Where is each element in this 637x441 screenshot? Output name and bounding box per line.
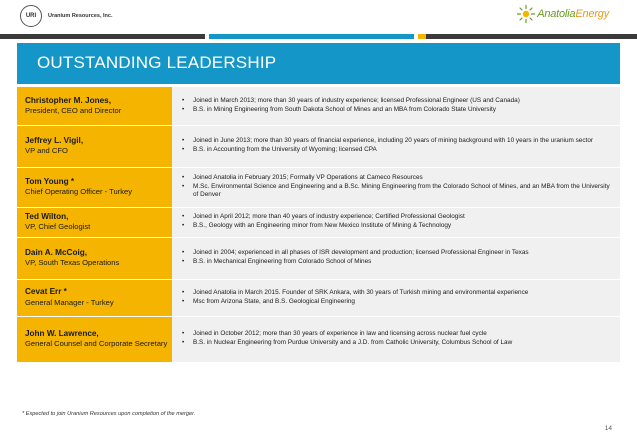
bio-text: B.S. in Mechanical Engineering from Colorado School of Mines xyxy=(193,258,372,265)
leader-row xyxy=(17,279,620,316)
bio-item xyxy=(182,249,612,258)
bio-text: Msc from Arizona State, and B.S. Geological Engineering xyxy=(193,297,355,305)
leader-bio-cell xyxy=(172,125,620,167)
leader-name-cell xyxy=(17,167,172,207)
bio-item xyxy=(182,222,612,231)
strip-gold xyxy=(418,34,426,39)
leader-bio-list xyxy=(182,249,612,266)
brand-name xyxy=(537,8,609,20)
bullet-icon: • xyxy=(182,330,185,338)
bio-text: M.Sc. Environmental Science and Engineering and a B.Sc. Mining Engineering from the Colorado School of Mines, and an MBA from the University of Denver xyxy=(193,182,610,199)
bullet-icon: • xyxy=(182,258,185,265)
page-number: 14 xyxy=(604,425,612,432)
bio-text: B.S. in Accounting from the University of Wyoming; licensed CPA xyxy=(193,146,377,153)
leader-title: Chief Operating Officer - Turkey xyxy=(25,187,133,197)
bullet-icon: • xyxy=(182,105,185,113)
bullet-icon: • xyxy=(182,297,185,305)
leader-name: Jeffrey L. Vigil, xyxy=(25,135,84,145)
bio-item xyxy=(182,213,612,222)
leader-bio-cell xyxy=(172,279,620,316)
bio-item xyxy=(182,298,612,307)
anatolia-energy-logo xyxy=(516,4,609,24)
bullet-icon: • xyxy=(182,97,185,105)
uri-initials: URI xyxy=(25,13,37,19)
bio-item xyxy=(182,258,612,267)
leader-bio-list xyxy=(182,213,612,230)
bio-item xyxy=(182,289,612,298)
strip-dark-right xyxy=(426,34,637,39)
leader-bio-cell xyxy=(172,207,620,237)
bio-item xyxy=(182,137,612,146)
bio-text: Joined in October 2012; more than 30 years of experience in law and licensing across nuclear fuel cycle xyxy=(193,330,487,338)
leader-row xyxy=(17,167,620,207)
leader-title: President, CEO and Director xyxy=(25,106,122,115)
leader-title: General Counsel and Corporate Secretary xyxy=(25,339,168,349)
header-color-strips xyxy=(0,34,637,39)
uri-seal-icon xyxy=(20,5,42,27)
leader-bio-cell xyxy=(172,316,620,362)
brand-suffix: Energy xyxy=(575,8,609,20)
leader-bio-list xyxy=(182,289,612,306)
slide-title: OUTSTANDING LEADERSHIP xyxy=(37,53,277,72)
leader-name: Ted Wilton, xyxy=(25,211,69,221)
bio-text: B.S. in Mining Engineering from South Dakota School of Mines and an MBA from Colorado State University xyxy=(193,105,496,113)
bio-item xyxy=(182,106,612,115)
bio-item xyxy=(182,183,612,200)
bio-text: Joined Anatolia in March 2015. Founder of SRK Ankara, with 30 years of Turkish mining and environmental experience xyxy=(193,288,529,296)
leader-name: John W. Lawrence, xyxy=(25,328,99,338)
strip-blue xyxy=(209,34,414,39)
bio-text: Joined Anatolia in February 2015; Formally VP Operations at Cameco Resources xyxy=(193,174,423,182)
leader-row xyxy=(17,87,620,125)
leader-title: VP, Chief Geologist xyxy=(25,222,91,232)
bio-text: B.S. in Nuclear Engineering from Purdue University and a J.D. from Catholic University, Columbus School of Law xyxy=(193,339,513,346)
leader-bio-list xyxy=(182,174,612,200)
uri-logo xyxy=(20,5,113,27)
bullet-icon: • xyxy=(182,222,185,229)
title-bar xyxy=(17,43,620,84)
leadership-table xyxy=(17,87,620,363)
bio-item xyxy=(182,146,612,155)
footnote: * Expected to join Uranium Resources upon completion of the merger. xyxy=(22,411,196,417)
sun-icon xyxy=(516,4,536,24)
leader-bio-cell xyxy=(172,87,620,125)
bullet-icon: • xyxy=(182,182,185,190)
leader-name-cell xyxy=(17,316,172,362)
slide-header xyxy=(0,0,637,32)
leader-name: Christopher M. Jones, xyxy=(25,95,111,105)
bio-text: Joined in 2004; experienced in all phases of ISR development and production; licensed Professional Engineer in Texas xyxy=(193,249,529,257)
bullet-icon: • xyxy=(182,249,185,257)
leader-name-cell xyxy=(17,279,172,316)
brand-main: Anatolia xyxy=(537,8,576,20)
bio-text: Joined in March 2013; more than 30 years of industry experience; licensed Professional Engineer (US and Canada) xyxy=(193,97,520,105)
bio-item xyxy=(182,330,612,339)
leader-bio-list xyxy=(182,330,612,347)
bullet-icon: • xyxy=(182,174,185,182)
company-name: Uranium Resources, Inc. xyxy=(48,13,113,19)
leader-bio-list xyxy=(182,137,612,154)
bullet-icon: • xyxy=(182,339,185,346)
bio-item xyxy=(182,174,612,183)
bullet-icon: • xyxy=(182,213,185,221)
strip-dark-left xyxy=(0,34,205,39)
leader-row xyxy=(17,316,620,362)
leader-row xyxy=(17,237,620,279)
leader-title: VP and CFO xyxy=(25,146,68,156)
bullet-icon: • xyxy=(182,146,185,153)
leader-name: Cevat Err * xyxy=(25,287,67,297)
leader-bio-cell xyxy=(172,237,620,279)
leader-title: VP, South Texas Operations xyxy=(25,258,120,268)
leader-name-cell xyxy=(17,125,172,167)
leader-row xyxy=(17,125,620,167)
leader-row xyxy=(17,207,620,237)
bio-item xyxy=(182,97,612,106)
leader-bio-list xyxy=(182,97,612,114)
bio-text: Joined in April 2012; more than 40 years of industry experience; Certified Professional Geologist xyxy=(193,213,465,221)
leader-title: General Manager - Turkey xyxy=(25,297,114,307)
leader-bio-cell xyxy=(172,167,620,207)
leader-name: Tom Young * xyxy=(25,176,75,186)
bullet-icon: • xyxy=(182,288,185,296)
leader-name-cell xyxy=(17,87,172,125)
leader-name-cell xyxy=(17,237,172,279)
bio-text: B.S., Geology with an Engineering minor from New Mexico Institute of Mining & Technology xyxy=(193,222,452,229)
bullet-icon: • xyxy=(182,137,185,145)
leader-name: Dain A. McCoig, xyxy=(25,247,88,257)
leader-name-cell xyxy=(17,207,172,237)
bio-item xyxy=(182,339,612,348)
bio-text: Joined in June 2013; more than 30 years of financial experience, including 20 years of mining background with 10 years in the uranium sector xyxy=(193,137,594,145)
